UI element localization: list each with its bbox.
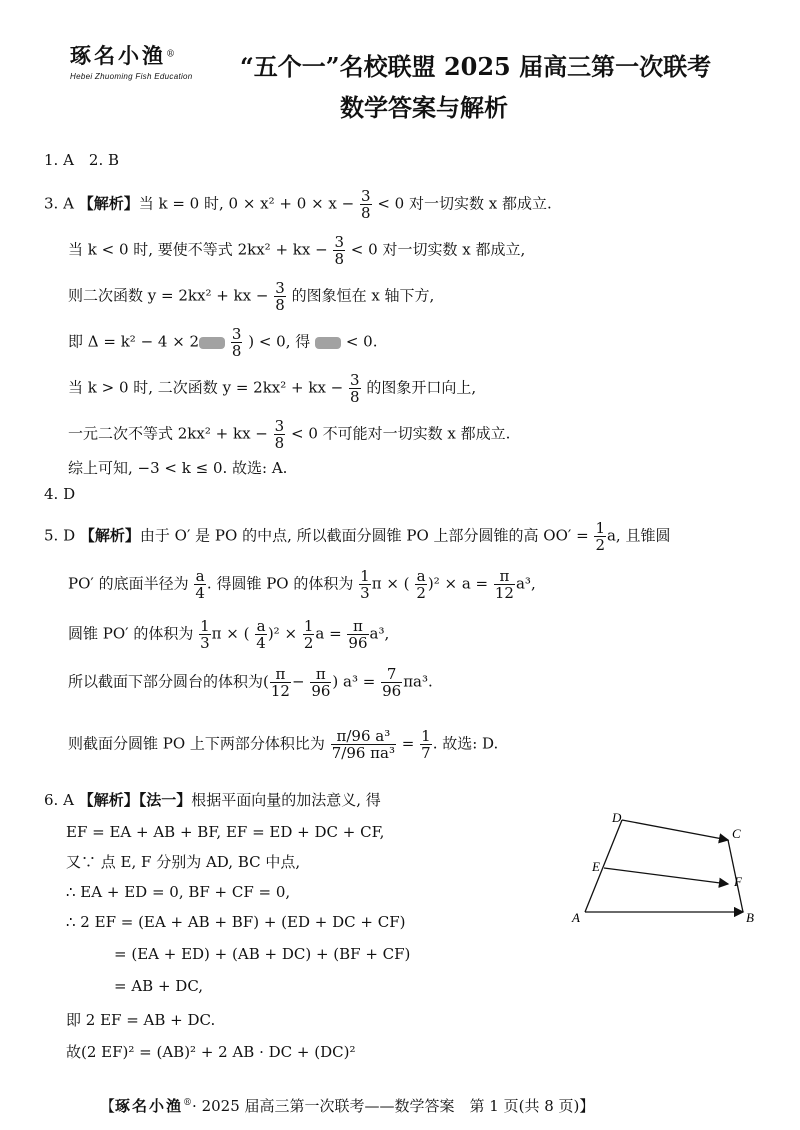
logo: [70, 40, 240, 86]
q6-line-6: = AB + DC,: [114, 977, 204, 995]
fraction-den: 2: [303, 634, 314, 652]
q3-l6b: < 0 不可能对一切实数 x 都成立.: [290, 424, 511, 443]
fraction: [594, 520, 606, 553]
title-line-2: 数学答案与解析: [340, 93, 508, 122]
footer-text: · 2025 届高三第一次联考——数学答案 第 1 页(共 8 页): [192, 1097, 580, 1115]
fraction-den: 8: [350, 388, 360, 406]
q3-l3a: 则二次函数 y = 2kx² + kx −: [68, 286, 269, 305]
q6-line-1: EF = EA + AB + BF, EF = ED + DC + CF,: [66, 823, 385, 841]
q3-l2a: 当 k < 0 时, 要使不等式 2kx² + kx −: [68, 240, 328, 259]
label-E: E: [592, 859, 600, 874]
answers-1-2: 1. A 2. B: [44, 151, 120, 169]
q5-l4c: ) a³ =: [332, 672, 376, 691]
label-D: D: [612, 810, 622, 825]
fraction-den: 96: [348, 634, 368, 652]
fraction: [349, 372, 361, 405]
q6-line-0: [44, 790, 381, 810]
q5-l3c: )² ×: [267, 624, 298, 643]
fraction-num: 3: [334, 233, 345, 251]
q5-l3b: π × (: [211, 624, 250, 643]
smudge-mark: [315, 337, 341, 349]
fraction: [231, 326, 243, 359]
fraction-den: 2: [416, 584, 426, 602]
fraction-num: a: [416, 567, 426, 585]
fraction-num: 1: [421, 727, 431, 745]
q3-l4b: ) < 0, 得: [248, 332, 311, 351]
q5-l5a: 则截面分圆锥 PO 上下两部分体积比为: [68, 734, 325, 753]
fraction-den: 4: [195, 584, 205, 602]
fraction-den: 8: [360, 204, 371, 222]
q5-l3a: 圆锥 PO′ 的体积为: [68, 624, 194, 643]
q5-l3e: a³,: [369, 624, 390, 643]
fraction-num: 3: [275, 279, 285, 297]
fraction-den: 8: [334, 250, 345, 268]
q3-l1a: 当 k = 0 时, 0 × x² + 0 × x −: [138, 194, 355, 213]
fraction-num: 1: [360, 567, 370, 585]
q5-l5c: . 故选: D.: [432, 734, 499, 753]
footer-registered-mark: ®: [183, 1098, 193, 1108]
fraction: [303, 618, 315, 651]
q6-line-5: = (EA + ED) + (AB + DC) + (BF + CF): [114, 945, 411, 963]
q3-line-7: 综上可知, −3 < k ≤ 0. 故选: A.: [68, 459, 288, 477]
q3-l5b: 的图象开口向上,: [366, 378, 477, 397]
q3-number: 3. A: [44, 194, 74, 213]
fraction: [381, 666, 402, 699]
q5-l1a: 由于 O′ 是 PO 的中点, 所以截面分圆锥 PO 上部分圆锥的高 OO′ =: [139, 526, 589, 545]
fraction-num: 3: [274, 417, 285, 435]
logo-registered-mark: ®: [166, 49, 175, 60]
fraction-num: π: [270, 666, 291, 683]
q5-l4b: −: [291, 672, 305, 691]
label-C: C: [732, 826, 741, 841]
q5-line-5: [68, 728, 498, 761]
fraction: [274, 418, 286, 451]
fraction-num: π/96 a³: [331, 728, 396, 745]
q5-tag: 【解析】: [79, 526, 140, 545]
fraction-den: 7/96 πa³: [331, 744, 395, 762]
fraction-den: 4: [256, 634, 266, 652]
fraction-num: π: [347, 618, 368, 635]
fraction-num: a: [195, 567, 205, 585]
fraction: [274, 280, 286, 313]
smudge-mark: [199, 337, 225, 349]
fraction-den: 7: [421, 744, 431, 762]
q5-l1b: a, 且锥圆: [606, 526, 671, 545]
fraction-den: 8: [274, 434, 285, 452]
trapezoid-figure: [560, 810, 770, 930]
q3-line-6: [68, 418, 510, 451]
q6-line-4: ∴ 2 EF = (EA + AB + BF) + (ED + DC + CF): [66, 913, 406, 931]
q3-l2b: < 0 对一切实数 x 都成立,: [350, 240, 526, 259]
label-F: F: [734, 874, 742, 889]
q3-l6a: 一元二次不等式 2kx² + kx −: [68, 424, 268, 443]
fraction: [415, 568, 427, 601]
page-footer: [100, 1095, 594, 1116]
fraction-num: 3: [231, 325, 242, 343]
fraction-num: 7: [381, 666, 402, 683]
fraction-num: 1: [303, 617, 314, 635]
q3-line-3: [68, 280, 434, 313]
q6-l0: 根据平面向量的加法意义, 得: [191, 791, 381, 809]
q3-l4c: < 0.: [345, 332, 378, 351]
fraction-num: π: [310, 666, 331, 683]
answer-4: 4. D: [44, 485, 76, 503]
vector-DC: [622, 820, 728, 840]
q3-l3b: 的图象恒在 x 轴下方,: [291, 286, 435, 305]
fraction: [333, 234, 345, 267]
footer-bracket-open: 【: [100, 1097, 116, 1115]
fraction-num: 3: [360, 187, 371, 205]
q3-line-5: [68, 372, 476, 405]
fraction: [420, 728, 432, 761]
q5-l3d: a =: [315, 624, 342, 643]
footer-bracket-close: 】: [579, 1097, 595, 1115]
q5-l2d: )² × a =: [427, 574, 489, 593]
q5-l4d: πa³.: [403, 672, 433, 691]
logo-english: Hebei Zhuoming Fish Education: [70, 72, 193, 81]
q3-l5a: 当 k > 0 时, 二次函数 y = 2kx² + kx −: [68, 378, 344, 397]
fraction-den: 2: [595, 536, 605, 554]
q5-number: 5. D: [44, 526, 76, 545]
fraction-den: 96: [311, 682, 331, 700]
q3-l4a: 即 Δ = k² − 4 × 2: [68, 332, 200, 351]
fraction: [359, 568, 371, 601]
q5-l2e: a³,: [515, 574, 536, 593]
q3-line-2: [68, 234, 525, 267]
q3-tag: 【解析】: [78, 194, 139, 213]
fraction: [255, 618, 267, 651]
q6-line-2: 又∵ 点 E, F 分别为 AD, BC 中点,: [66, 853, 301, 871]
fraction-num: a: [256, 617, 266, 635]
fraction-den: 96: [382, 682, 402, 700]
fraction: [360, 188, 372, 221]
big-fraction: [331, 728, 396, 761]
label-B: B: [746, 910, 754, 925]
segment-DA: [585, 820, 622, 912]
fraction: [494, 568, 515, 601]
fraction-den: 3: [360, 584, 370, 602]
fraction-den: 12: [494, 584, 514, 602]
q5-line-3: [68, 618, 389, 651]
q5-l2b: . 得圆锥 PO 的体积为: [206, 574, 354, 593]
fraction: [194, 568, 206, 601]
vector-EF: [604, 868, 728, 884]
q5-line-2: [68, 568, 536, 601]
q6-number: 6. A: [44, 791, 74, 809]
fraction-num: π: [494, 568, 515, 585]
fraction-num: 3: [350, 371, 360, 389]
q5-l2a: PO′ 的底面半径为: [68, 574, 189, 593]
q3-line-1: [44, 188, 552, 221]
fraction-num: 1: [200, 617, 210, 635]
fraction-den: 3: [200, 634, 210, 652]
fraction-num: 1: [595, 519, 605, 537]
fraction-den: 12: [270, 682, 290, 700]
q5-l5b: =: [401, 734, 415, 753]
q5-line-4: [68, 666, 433, 699]
q5-l4a: 所以截面下部分圆台的体积为(: [68, 672, 269, 691]
title-line-1: “五个一”名校联盟 2025 届高三第一次联考: [240, 52, 712, 81]
q6-line-7: 即 2 EF = AB + DC.: [66, 1011, 216, 1029]
fraction: [199, 618, 211, 651]
q5-line-1: [44, 520, 670, 553]
logo-text: 琢名小渔: [70, 43, 166, 68]
fraction: [347, 618, 368, 651]
q3-l1b: < 0 对一切实数 x 都成立.: [377, 194, 552, 213]
q3-line-4: [68, 326, 377, 359]
fraction: [270, 666, 291, 699]
q6-tag: 【解析】【法一】: [78, 791, 192, 809]
footer-logo: 琢名小渔: [115, 1097, 184, 1115]
fraction: [310, 666, 331, 699]
fraction-den: 8: [231, 342, 242, 360]
q6-line-8: 故(2 EF)² = (AB)² + 2 AB · DC + (DC)²: [66, 1043, 356, 1061]
q6-line-3: ∴ EA + ED = 0, BF + CF = 0,: [66, 883, 291, 901]
label-A: A: [572, 910, 580, 925]
fraction-den: 8: [275, 296, 285, 314]
q5-l2c: π × (: [371, 574, 410, 593]
